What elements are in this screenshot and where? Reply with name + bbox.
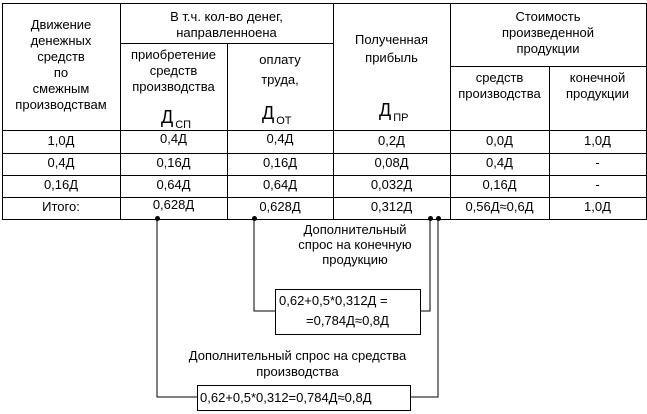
- header-means-line: приобретение: [131, 47, 216, 62]
- junction-dot: [252, 216, 257, 221]
- final-demand-label-line: продукцию: [322, 252, 388, 267]
- cell-profit: 0,032Д: [370, 177, 413, 192]
- cell-means: 0,16Д: [156, 155, 191, 170]
- labor-symbol-sub: ОТ: [276, 115, 292, 127]
- means-symbol-sub: СП: [175, 119, 192, 131]
- means-symbol-letter: Д: [161, 107, 174, 127]
- cell-profit: 0,312Д: [370, 199, 413, 214]
- means-demand-formula-box: [197, 385, 411, 411]
- final-demand-formula-line: 0,62+0,5*0,312Д =: [279, 293, 388, 308]
- header-means-line: средств: [149, 63, 198, 78]
- header-movement-line: средств: [37, 49, 85, 64]
- cell-movement: 1,0Д: [47, 133, 75, 148]
- cell-cost-means: 0,16Д: [482, 177, 517, 192]
- header-cost-means-line: производства: [458, 86, 541, 101]
- means-demand-label-line: производства: [256, 364, 339, 379]
- cell-cost-final: 1,0Д: [584, 199, 611, 214]
- header-incl-line: направленноена: [176, 25, 277, 40]
- final-demand-label-line: Дополнительный: [303, 222, 407, 237]
- cell-cost-means: 0,0Д: [486, 133, 513, 148]
- final-demand-formula-box: [275, 289, 421, 335]
- header-movement-line: Движение: [30, 17, 92, 32]
- header-labor-line: труда,: [261, 72, 299, 87]
- means-demand-label-line: Дополнительный спрос на средства: [188, 348, 407, 363]
- header-labor-line: оплату: [259, 52, 301, 67]
- header-profit-line: прибыль: [365, 50, 418, 65]
- cell-cost-means: 0,56Д≈0,6Д: [465, 199, 534, 214]
- connector-labor-to-box: [254, 219, 276, 311]
- cell-movement: 0,4Д: [47, 155, 75, 170]
- cell-cost-final: -: [595, 177, 600, 192]
- cell-labor: 0,64Д: [262, 177, 298, 192]
- header-cost-final-line: конечной: [569, 70, 626, 85]
- cell-means: 0,4Д: [160, 131, 187, 146]
- header-cost-means-line: средств: [475, 70, 524, 85]
- cell-means: 0,64Д: [156, 177, 191, 192]
- cell-means: 0,628Д: [152, 197, 195, 212]
- cell-profit: 0,08Д: [374, 155, 409, 170]
- header-cost-line: Стоимость: [515, 9, 581, 24]
- cell-cost-final: -: [595, 155, 600, 170]
- final-demand-formula-line: =0,784Д≈0,8Д: [306, 313, 389, 328]
- header-movement-line: по: [53, 65, 69, 80]
- cell-movement: 0,16Д: [43, 177, 79, 192]
- cell-labor: 0,16Д: [262, 155, 298, 170]
- header-incl-line: В т.ч. кол-во денег,: [170, 9, 283, 24]
- header-means-line: производства: [132, 79, 215, 94]
- cell-cost-means: 0,4Д: [486, 155, 513, 170]
- header-cost-line: произведенной: [501, 25, 595, 40]
- labor-symbol-letter: Д: [262, 103, 275, 123]
- header-movement-line: производствам: [15, 97, 107, 112]
- cell-cost-final: 1,0Д: [584, 133, 611, 148]
- final-demand-label-line: спрос на конечную: [298, 237, 412, 252]
- header-movement-line: смежным: [32, 81, 90, 96]
- means-demand-label: [150, 348, 445, 380]
- header-cost-line: продукции: [516, 41, 580, 56]
- header-profit-line: Полученная: [354, 32, 428, 47]
- profit-symbol-letter: Д: [379, 100, 392, 120]
- junction-dot: [436, 216, 441, 221]
- means-demand-formula: 0,62+0,5*0,312=0,784Д≈0,8Д: [200, 390, 372, 405]
- header-movement-line: денежных: [30, 33, 92, 48]
- header-cost-final-line: продукции: [566, 86, 629, 101]
- junction-dot: [155, 216, 160, 221]
- cell-movement: Итого:: [42, 199, 80, 214]
- cell-profit: 0,2Д: [378, 133, 405, 148]
- junction-dot: [428, 216, 433, 221]
- cell-labor: 0,628Д: [259, 199, 301, 214]
- cell-labor: 0,4Д: [266, 131, 294, 146]
- final-demand-label: [280, 222, 430, 267]
- profit-symbol-sub: ПР: [393, 112, 409, 124]
